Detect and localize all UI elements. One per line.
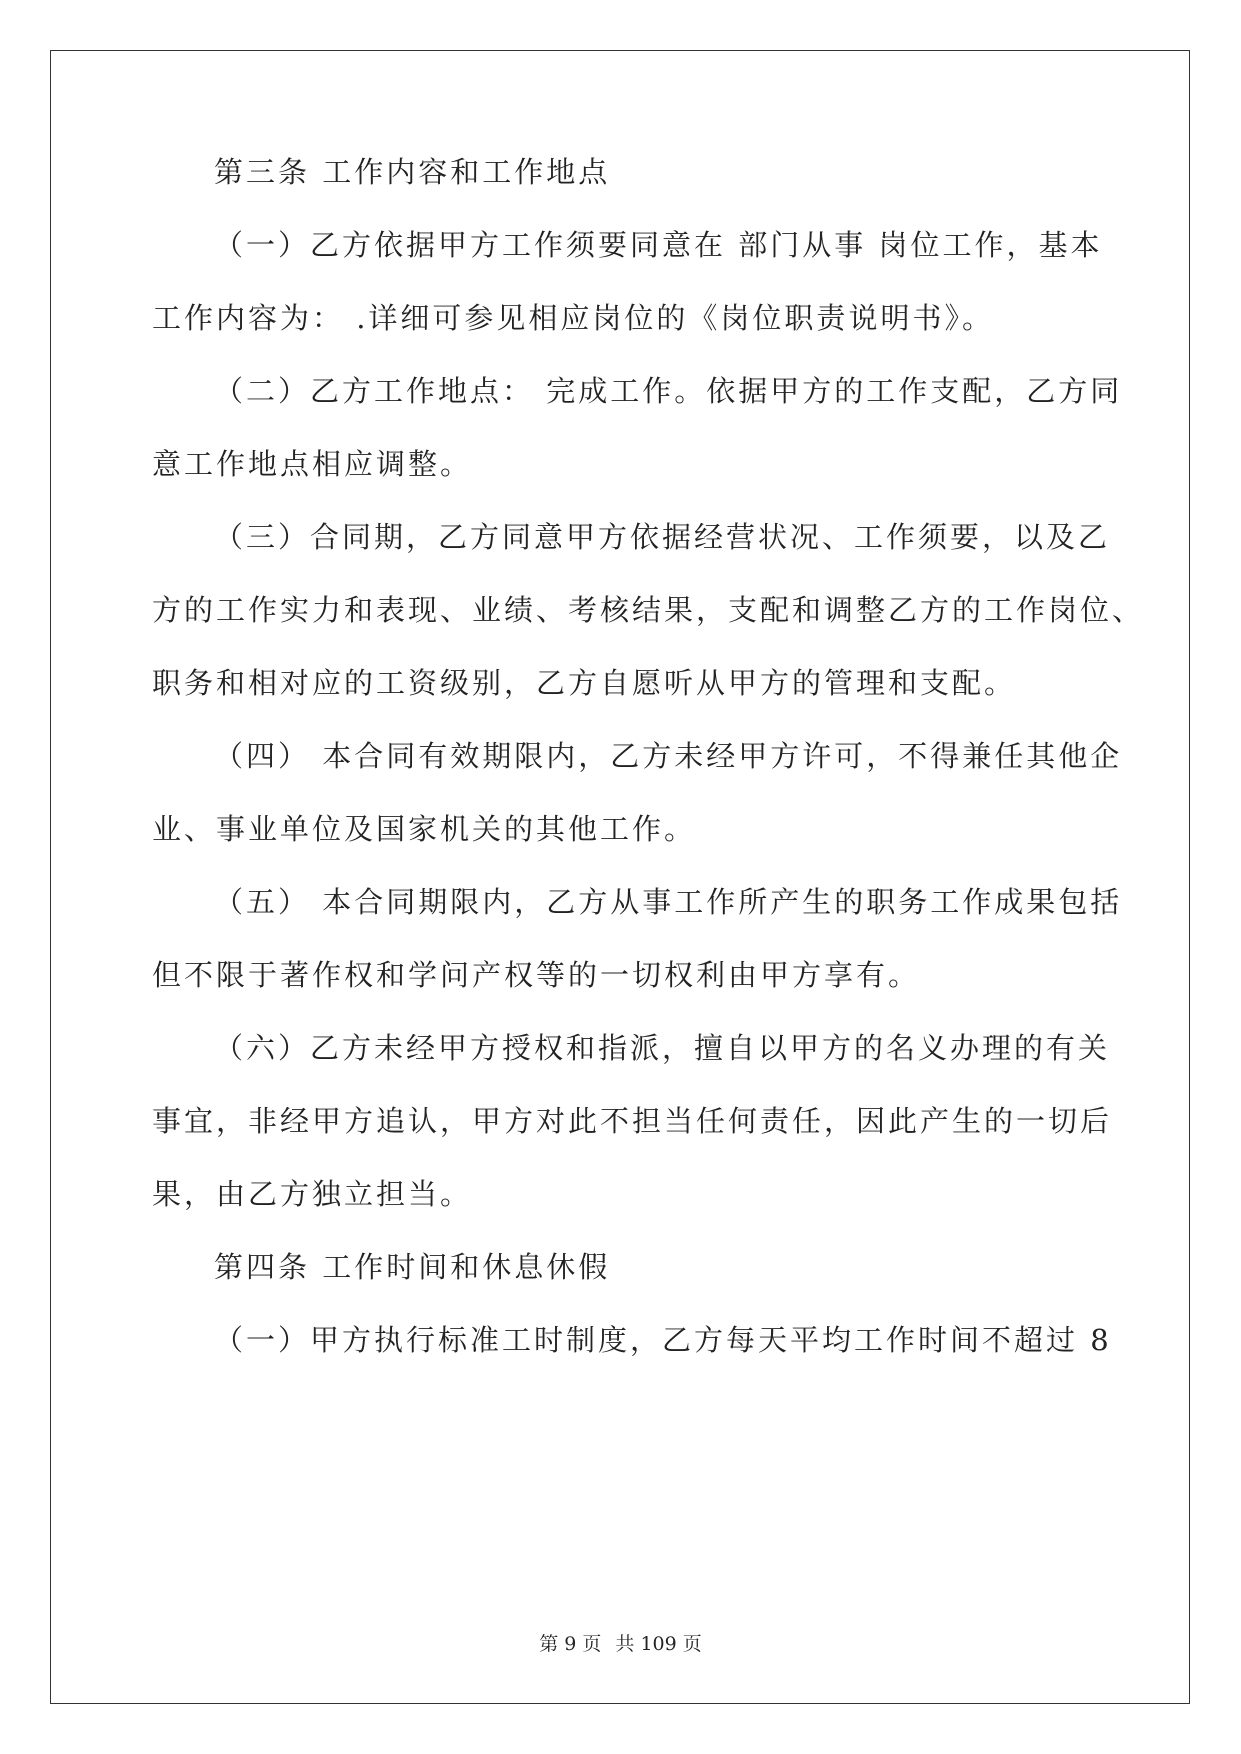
paragraph-line: 事宜，非经甲方追认，甲方对此不担当任何责任，因此产生的一切后 xyxy=(152,1104,1113,1138)
paragraph-line: （一）甲方执行标准工时制度，乙方每天平均工作时间不超过 8 xyxy=(214,1323,1112,1357)
paragraph-line: （二）乙方工作地点： 完成工作。依据甲方的工作支配，乙方同 xyxy=(214,374,1123,408)
paragraph-line: 但不限于著作权和学问产权等的一切权利由甲方享有。 xyxy=(152,958,921,992)
paragraph-line: 方的工作实力和表现、业绩、考核结果，支配和调整乙方的工作岗位、 xyxy=(152,593,1145,627)
page-number: 第 9 页 xyxy=(539,1633,602,1655)
paragraph-line: （六）乙方未经甲方授权和指派，擅自以甲方的名义办理的有关 xyxy=(214,1031,1111,1065)
paragraph-line: （五） 本合同期限内，乙方从事工作所产生的职务工作成果包括 xyxy=(214,885,1123,919)
total-pages: 共 109 页 xyxy=(615,1633,702,1655)
paragraph-line: （一）乙方依据甲方工作须要同意在 部门从事 岗位工作，基本 xyxy=(214,228,1103,262)
paragraph-line: 职务和相对应的工资级别，乙方自愿听从甲方的管理和支配。 xyxy=(152,666,1017,700)
page-footer xyxy=(0,1632,1241,1656)
paragraph-line: 工作内容为： .详细可参见相应岗位的《岗位职责说明书》。 xyxy=(152,301,994,335)
article-heading: 第三条 工作内容和工作地点 xyxy=(214,155,611,189)
paragraph-line: （四） 本合同有效期限内，乙方未经甲方许可，不得兼任其他企 xyxy=(214,739,1123,773)
paragraph-line: 意工作地点相应调整。 xyxy=(152,447,473,481)
article-heading: 第四条 工作时间和休息休假 xyxy=(214,1250,611,1284)
paragraph-line: 业、事业单位及国家机关的其他工作。 xyxy=(152,812,697,846)
paragraph-line: （三）合同期，乙方同意甲方依据经营状况、工作须要，以及乙 xyxy=(214,520,1111,554)
paragraph-line: 果，由乙方独立担当。 xyxy=(152,1177,473,1211)
